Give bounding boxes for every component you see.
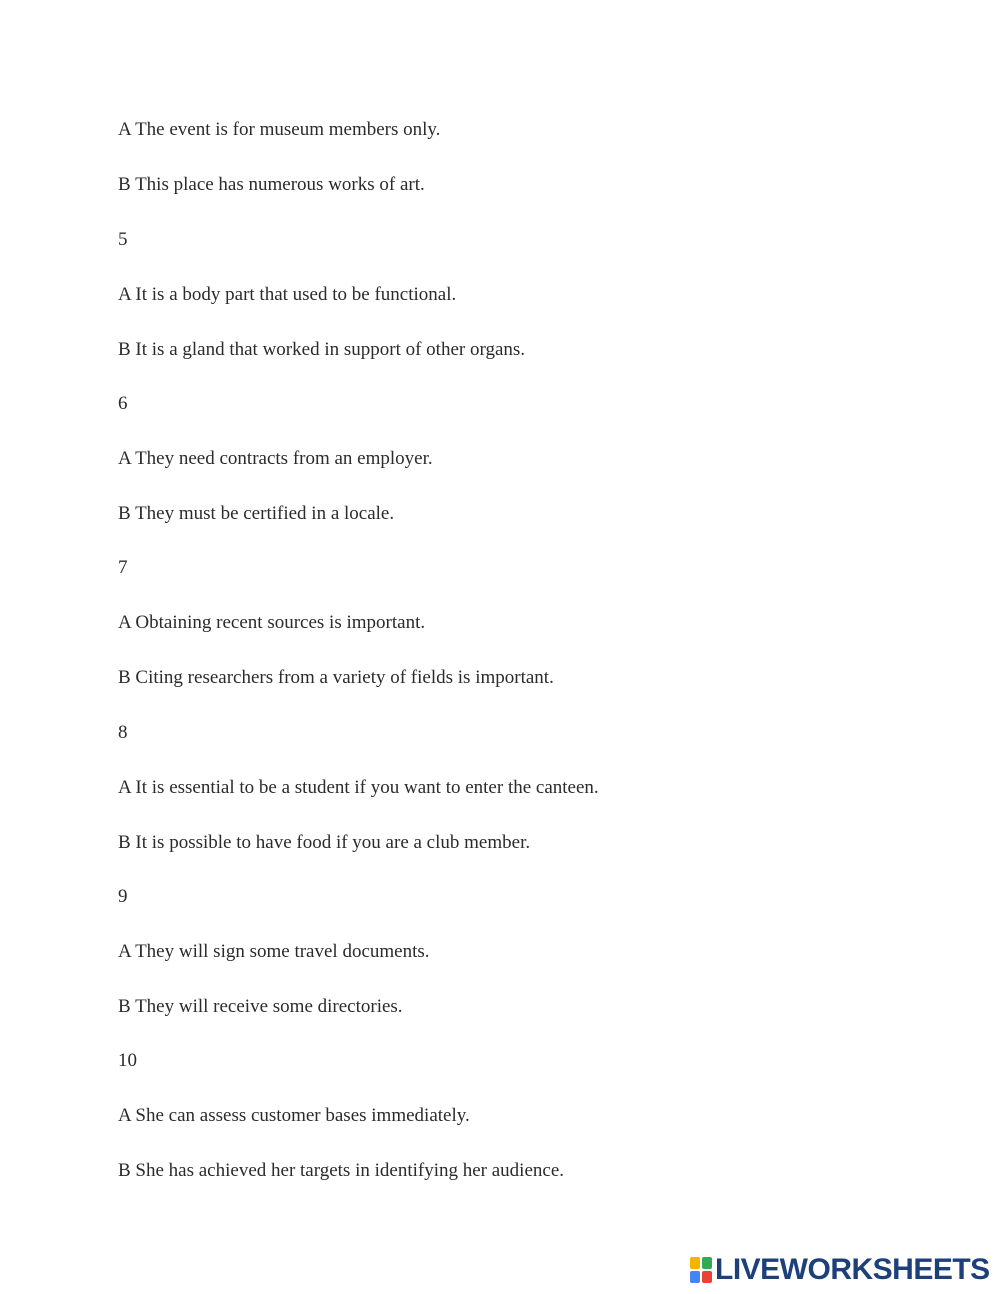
logo-text: LIVEWORKSHEETS (715, 1253, 990, 1286)
option-a-museum: A The event is for museum members only. (118, 119, 441, 140)
option-a-travel: A They will sign some travel documents. (118, 941, 430, 962)
worksheet-page (118, 0, 938, 1294)
option-b-club: B It is possible to have food if you are a club member. (118, 832, 531, 853)
option-a-customer: A She can assess customer bases immediately. (118, 1105, 470, 1126)
question-number-9: 9 (118, 886, 128, 907)
question-number-10: 10 (118, 1050, 137, 1071)
question-number-6: 6 (118, 393, 128, 414)
option-a-sources: A Obtaining recent sources is important. (118, 612, 426, 633)
option-b-directories: B They will receive some directories. (118, 996, 403, 1017)
question-number-7: 7 (118, 557, 128, 578)
option-a-body-part: A It is a body part that used to be functional. (118, 284, 457, 305)
option-b-researchers: B Citing researchers from a variety of fields is important. (118, 667, 554, 688)
question-number-5: 5 (118, 229, 128, 250)
option-b-certified: B They must be certified in a locale. (118, 503, 395, 524)
option-b-gland: B It is a gland that worked in support of other organs. (118, 339, 526, 360)
option-b-audience: B She has achieved her targets in identifying her audience. (118, 1160, 564, 1181)
option-a-contracts: A They need contracts from an employer. (118, 448, 433, 469)
question-number-8: 8 (118, 722, 128, 743)
option-b-museum: B This place has numerous works of art. (118, 174, 425, 195)
option-a-canteen: A It is essential to be a student if you want to enter the canteen. (118, 777, 599, 798)
logo-blocks-icon (690, 1257, 712, 1283)
liveworksheets-logo (690, 1252, 990, 1288)
